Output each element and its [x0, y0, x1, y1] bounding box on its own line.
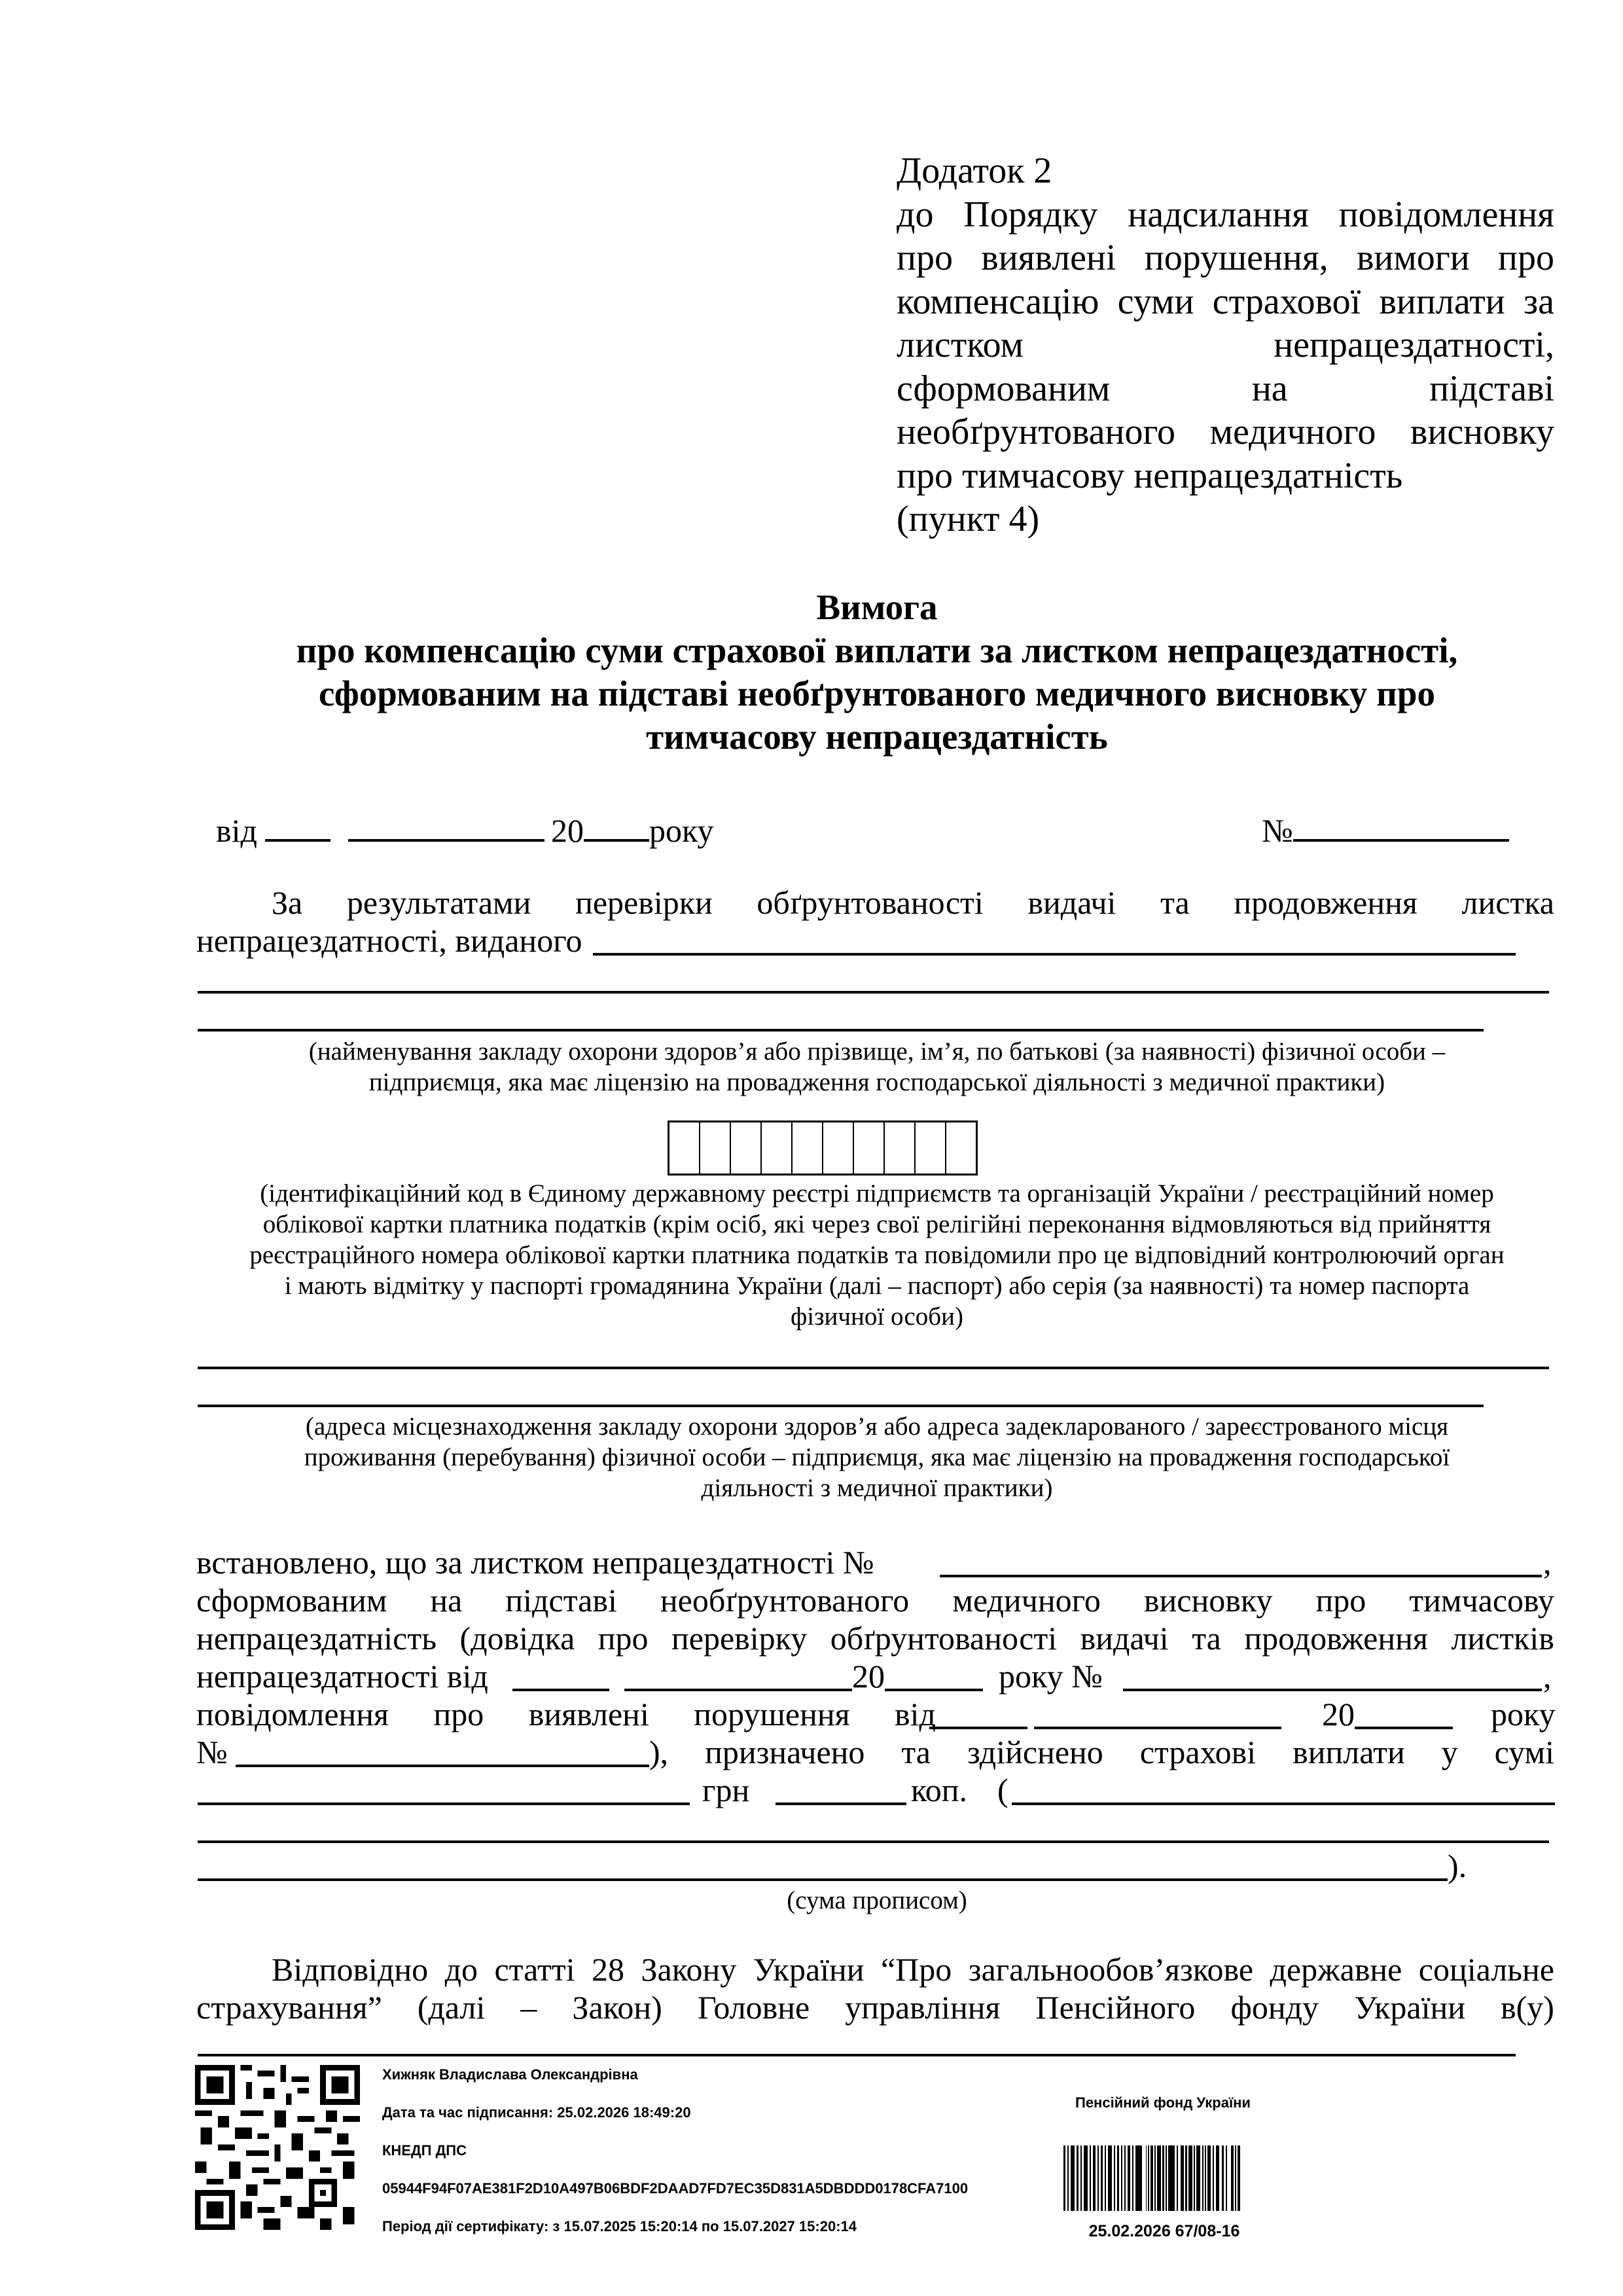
word: перевірку	[671, 1620, 808, 1657]
issued-by-field-line-2[interactable]	[198, 991, 1549, 994]
word: обґрунтованості	[757, 884, 984, 921]
year-prefix: 20	[852, 1658, 885, 1695]
month-field[interactable]	[348, 809, 544, 842]
annex-line: про виявлені порушення, вимоги про	[897, 238, 1554, 278]
id-code-cell[interactable]	[793, 1122, 823, 1174]
annex-line: листком непрацездатності,	[897, 325, 1554, 365]
registration-number: 25.02.2026 67/08-16	[1088, 2222, 1240, 2240]
year-suffix: року	[1491, 1696, 1556, 1732]
word: (довідка	[459, 1620, 575, 1657]
annex-line: необґрунтованого медичного висновку	[897, 412, 1554, 452]
word: та	[1192, 1620, 1221, 1657]
word: результатами	[346, 884, 531, 921]
word: непрацездатність	[196, 1620, 437, 1657]
sick-leave-number-field[interactable]	[940, 1575, 1542, 1577]
barcode-icon	[1063, 2145, 1241, 2211]
note-line: (найменування закладу охорони здоров’я або прізвище, ім’я, по батькові (за наявності) фізичної особи –	[308, 1037, 1446, 1066]
word: управління	[845, 1989, 1001, 2026]
title-line: про компенсацію суми страхової виплати за листком непрацездатності,	[296, 630, 1458, 670]
open-paren: (	[997, 1772, 1008, 1808]
note-line: і мають відмітку у паспорті громадянина України (далі – паспорт) або серія (за наявності) та номер паспорта	[284, 1272, 1470, 1300]
word: в(у)	[1501, 1989, 1554, 2026]
word: продовження	[1234, 884, 1418, 921]
organization-name: Пенсійний фонд України	[1075, 2094, 1251, 2111]
statement-line-2	[196, 1581, 1554, 1619]
word: перевірки	[575, 884, 713, 921]
note-line: проживання (перебування) фізичної особи – підприємця, яка має ліцензію на провадження господарської	[304, 1443, 1450, 1471]
certificate-serial: 05944F94F07AE381F2D10A497B06BDF2DAAD7FD7EC35D831A5DBDDD0178CFA7100	[382, 2180, 969, 2197]
id-code-cell[interactable]	[885, 1122, 916, 1174]
from-label: від	[216, 812, 257, 849]
note-institution-name	[196, 1036, 1558, 1098]
note-address	[196, 1411, 1558, 1503]
word: видачі	[1027, 884, 1116, 921]
year-number-label: року №	[999, 1658, 1103, 1695]
note-line: підприємця, яка має ліцензію на провадження господарської діяльності з медичної практики)	[368, 1068, 1385, 1096]
note-line: діяльності з медичної практики)	[701, 1474, 1053, 1502]
note-line: реєстраційного номера облікової картки платника податків та повідомили про це відповідний контролюючий орган	[249, 1241, 1505, 1269]
amount-kop-field[interactable]	[776, 1803, 906, 1805]
number-label: №	[1262, 812, 1293, 849]
certificate-number-field[interactable]	[1123, 1689, 1542, 1691]
amount-words-field-line-3[interactable]	[198, 1878, 1448, 1881]
word: та	[1160, 884, 1190, 921]
statement-line-5-label: повідомлення про виявлені порушення від	[196, 1696, 936, 1732]
note-line: облікової картки платника податків (крім осіб, які через свої релігійні переконання відмовляються від прийняття	[262, 1210, 1491, 1238]
statement-line-3	[196, 1619, 1554, 1657]
annex-line: Додаток 2	[897, 151, 1052, 191]
annex-line: (пункт 4)	[897, 499, 1040, 539]
word: листка	[1461, 884, 1554, 921]
id-code-cell[interactable]	[854, 1122, 885, 1174]
title-heading: Вимога	[816, 587, 938, 627]
notice-number-field[interactable]	[236, 1765, 649, 1767]
law-line-2	[196, 1988, 1554, 2026]
year-field[interactable]	[584, 809, 649, 842]
intro-line-2-label: непрацездатності, виданого	[196, 922, 582, 959]
year-prefix: 20	[550, 812, 584, 849]
id-code-cell[interactable]	[823, 1122, 854, 1174]
word: страхування”	[196, 1989, 382, 2026]
word: (далі	[417, 1989, 486, 2026]
certificate-day-field[interactable]	[512, 1689, 609, 1691]
date-row	[216, 809, 714, 850]
word: продовження	[1244, 1620, 1428, 1657]
issued-by-field[interactable]	[593, 953, 1516, 956]
word: про	[1315, 1582, 1366, 1619]
number-sign: №	[196, 1734, 228, 1770]
law-line-1: Відповідно до статті 28 Закону України “Про загальнообов’язкове державне соціальне	[272, 1951, 1554, 1988]
statement-line-4-label: непрацездатності від	[196, 1658, 488, 1695]
certificate-year-field[interactable]	[885, 1689, 983, 1691]
kop-label: коп.	[911, 1772, 968, 1808]
address-field-line-1[interactable]	[198, 1367, 1549, 1369]
amount-words-field-line-2[interactable]	[198, 1840, 1549, 1843]
signing-datetime: Дата та час підписання: 25.02.2026 18:49:20	[382, 2104, 691, 2121]
issued-by-field-line-3[interactable]	[198, 1029, 1484, 1031]
intro-line-1	[272, 884, 1554, 922]
year-suffix: року	[649, 812, 714, 849]
statement-line-1-text: встановлено, що за листком непрацездатності №	[196, 1544, 874, 1581]
annex-line: компенсацію суми страхової виплати за	[897, 281, 1554, 322]
word: висновку	[1143, 1582, 1273, 1619]
id-code-grid[interactable]	[668, 1121, 978, 1175]
annex-line: сформованим на підставі	[897, 368, 1554, 409]
id-code-cell[interactable]	[669, 1122, 700, 1174]
annex-reference	[897, 149, 1554, 541]
title-line: тимчасову непрацездатність	[646, 717, 1108, 757]
word: За	[272, 884, 303, 921]
note-line: фізичної особи)	[791, 1302, 963, 1331]
word: тимчасову	[1409, 1582, 1554, 1619]
certificate-issuer: КНЕДП ДПС	[382, 2142, 467, 2159]
word: медичного	[952, 1582, 1101, 1619]
signer-name: Хижняк Владислава Олександрівна	[382, 2066, 638, 2083]
certificate-validity: Період дії сертифікату: з 15.07.2025 15:20:14 по 15.07.2027 15:20:14	[382, 2218, 857, 2234]
word: –	[520, 1989, 537, 2026]
id-code-cell[interactable]	[731, 1122, 762, 1174]
word: Закон)	[572, 1989, 662, 2026]
id-code-cell[interactable]	[700, 1122, 731, 1174]
word: підставі	[505, 1582, 617, 1619]
comma: ,	[1543, 1658, 1552, 1695]
note-id-code	[196, 1178, 1558, 1332]
word: Пенсійного	[1035, 1989, 1196, 2026]
uah-label: грн	[702, 1772, 750, 1808]
comma: ,	[1543, 1544, 1552, 1581]
word: видачі	[1080, 1620, 1169, 1657]
day-field[interactable]	[265, 809, 330, 842]
word: необґрунтованого	[660, 1582, 910, 1619]
word: сформованим	[196, 1582, 387, 1619]
note-sum-in-words: (сума прописом)	[787, 1886, 967, 1914]
document-number-field[interactable]	[1293, 809, 1509, 842]
close-paren: ).	[1448, 1848, 1467, 1884]
notice-year-field[interactable]	[1355, 1727, 1453, 1729]
document-title	[196, 586, 1558, 759]
amount-uah-field[interactable]	[198, 1803, 690, 1805]
note-line: (адреса місцезнаходження закладу охорони здоров’я або адреса задекларованого / зареєстрованого місця	[305, 1412, 1449, 1441]
id-code-cell[interactable]	[916, 1122, 946, 1174]
year-prefix: 20	[1322, 1696, 1355, 1732]
note-line: (ідентифікаційний код в Єдиному державному реєстрі підприємств та організацій України / реєстраційний номер	[260, 1179, 1494, 1208]
annex-line: до Порядку надсилання повідомлення	[897, 194, 1554, 235]
word: листків	[1451, 1620, 1554, 1657]
pension-office-field[interactable]	[198, 2054, 1516, 2056]
number-row	[1262, 809, 1509, 850]
word: України	[1354, 1989, 1465, 2026]
word: про	[597, 1620, 649, 1657]
word: фонду	[1230, 1989, 1319, 2026]
title-line: сформованим на підставі необґрунтованого медичного висновку про	[319, 673, 1435, 713]
statement-line-6-text: ), призначено та здійснено страхові виплати у сумі	[649, 1734, 1554, 1770]
notice-month-field[interactable]	[1034, 1727, 1281, 1729]
qr-code-icon	[195, 2065, 360, 2230]
notice-day-field[interactable]	[929, 1727, 1027, 1729]
id-code-cell[interactable]	[946, 1122, 976, 1174]
address-field-line-2[interactable]	[198, 1405, 1484, 1407]
word: обґрунтованості	[830, 1620, 1058, 1657]
word: Головне	[697, 1989, 810, 2026]
annex-line: про тимчасову непрацездатність	[897, 455, 1403, 496]
word: на	[430, 1582, 463, 1619]
amount-words-field-line-1[interactable]	[1012, 1803, 1555, 1805]
id-code-cell[interactable]	[762, 1122, 793, 1174]
certificate-month-field[interactable]	[624, 1689, 852, 1691]
